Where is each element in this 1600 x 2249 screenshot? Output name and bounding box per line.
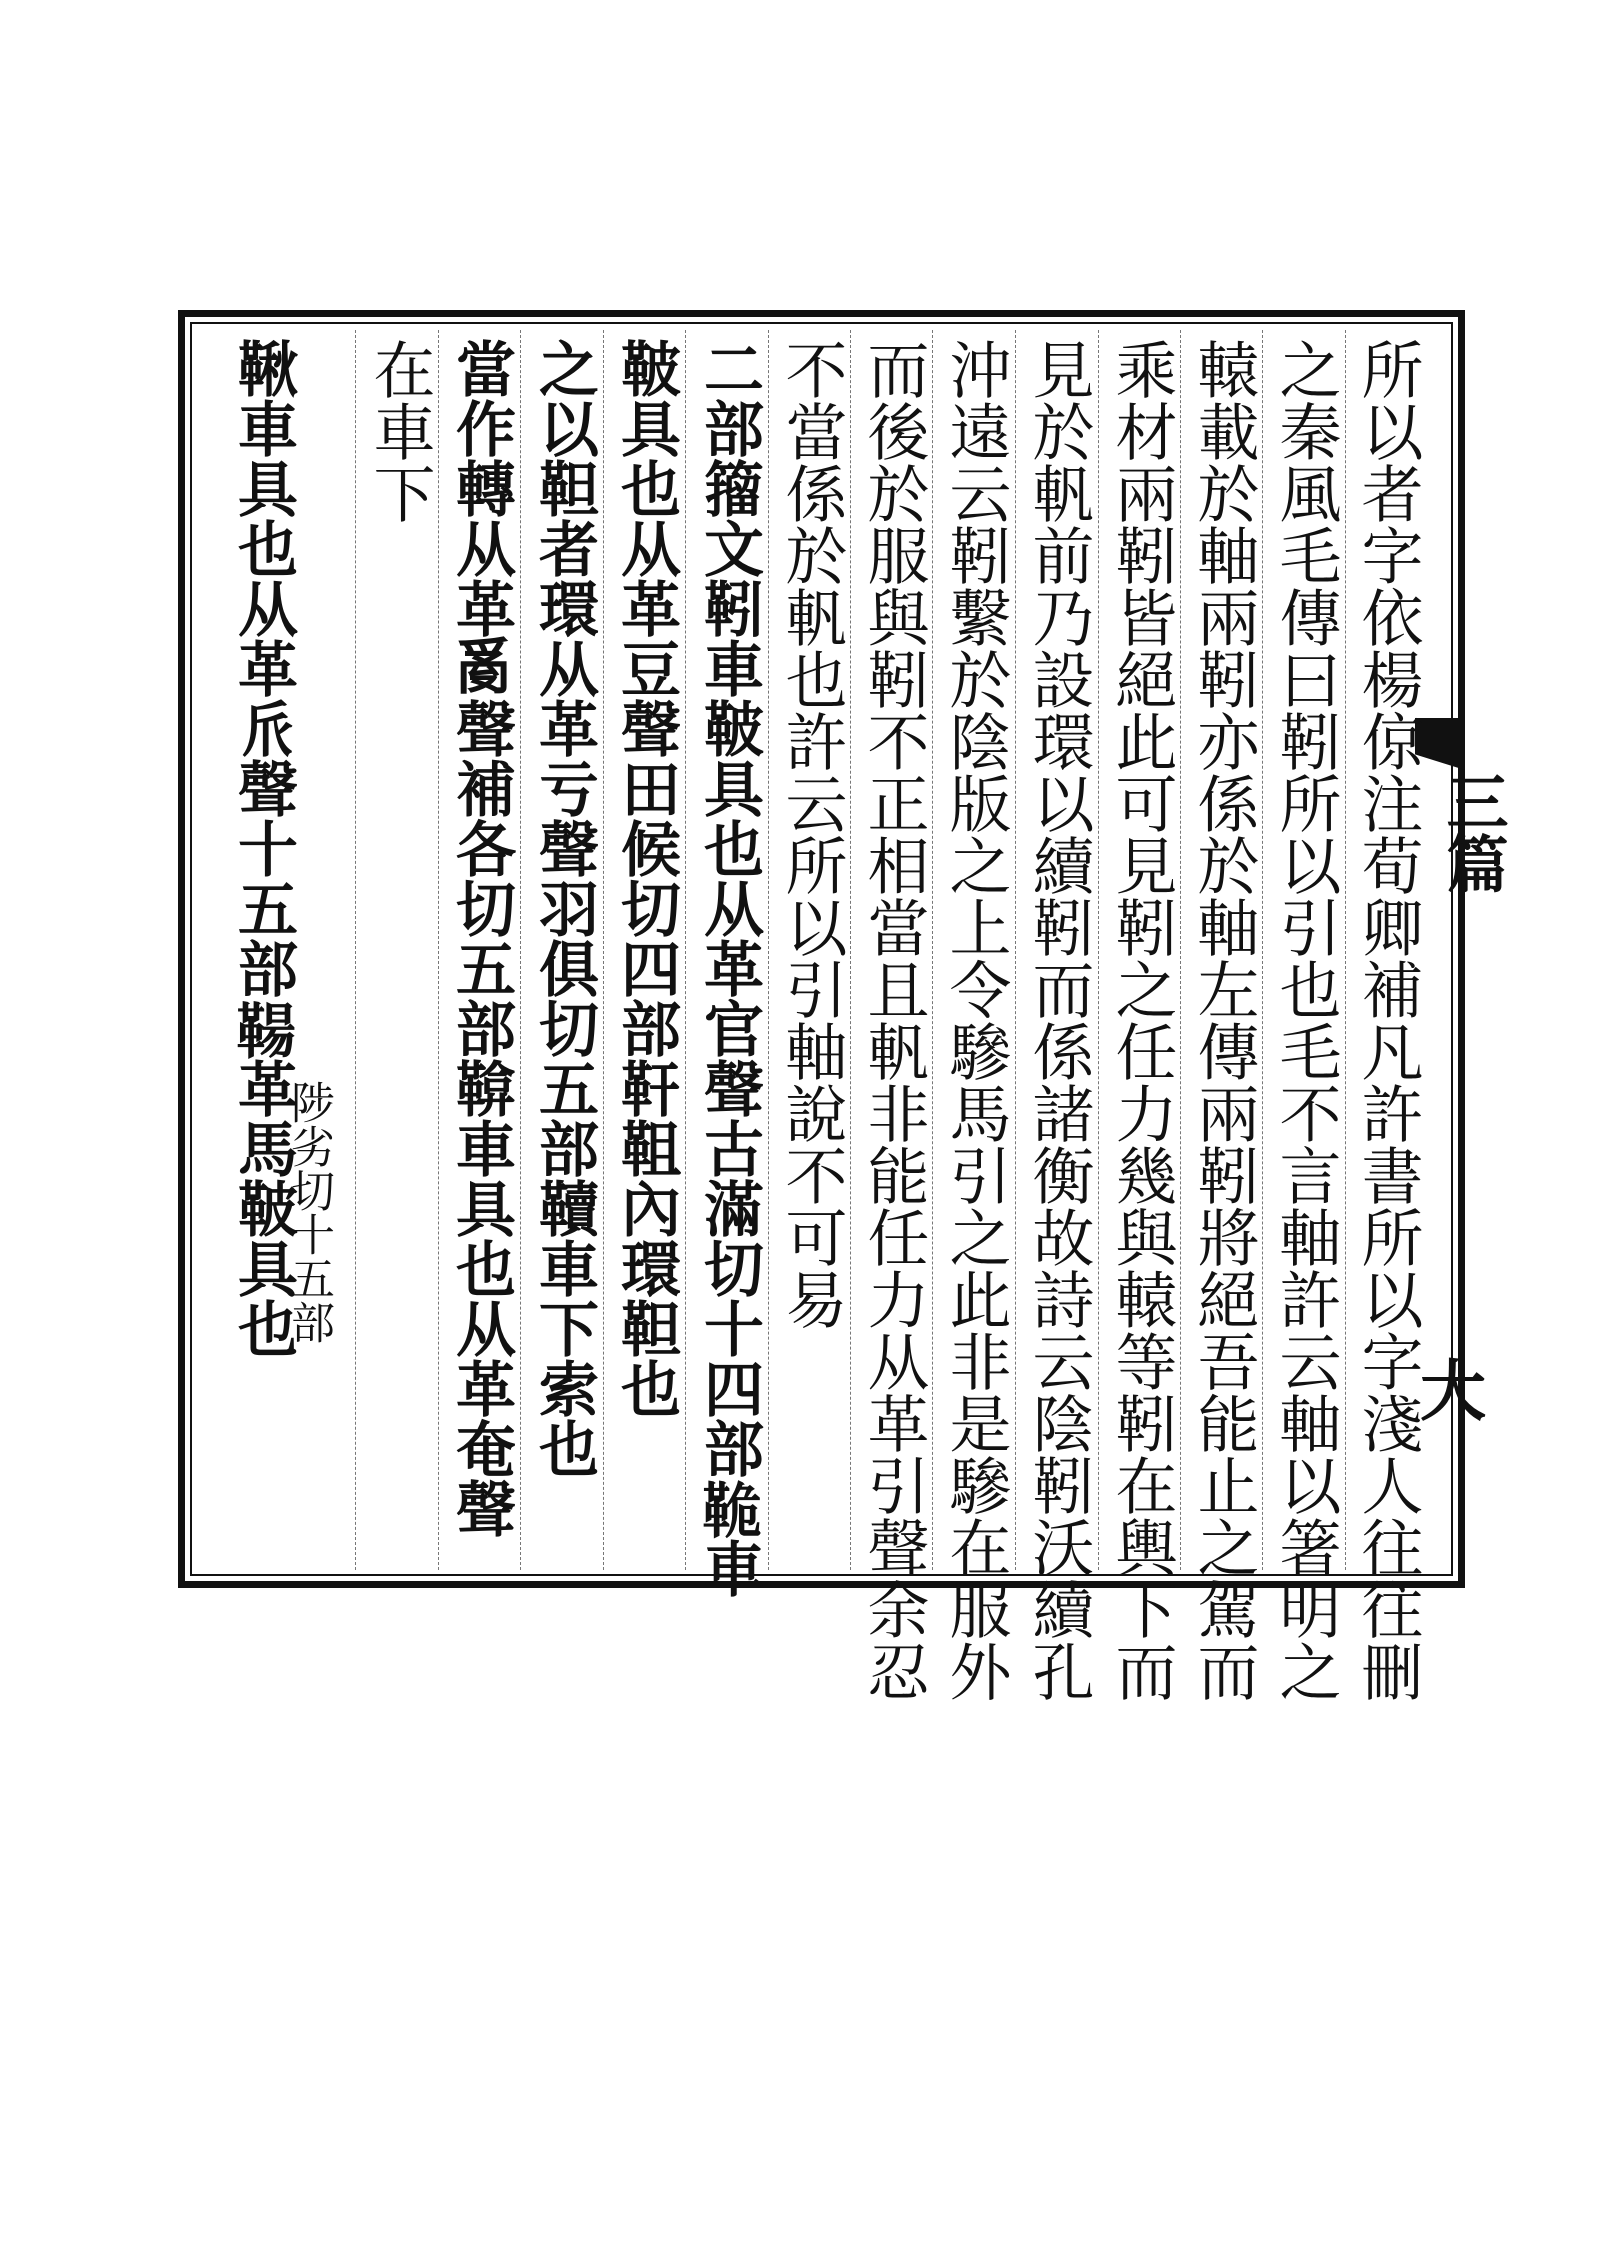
text-column: 沖遠云靷繫於陰版之上令驂馬引之此非是驂在服外 [939,338,1012,1702]
column-divider [438,330,439,1570]
text-column: 鞦車具也从革𠂢聲十五部𩋬革馬鞁具也 [228,338,298,1358]
column-divider [1015,330,1016,1570]
column-divider [1098,330,1099,1570]
column-divider [1180,330,1181,1570]
column-divider [1345,330,1346,1570]
text-column: 當作轉从革𤔔聲補各切五部鞥車具也从革奄聲 [446,338,516,1538]
margin-volume-mark: 大 [1420,1352,1486,1430]
column-divider [932,330,933,1570]
column-divider [685,330,686,1570]
column-divider [1262,330,1263,1570]
text-column: 不當係於軓也許云所以引軸說不可易 [775,338,848,1330]
margin-title: 三篇 [1436,770,1509,894]
column-divider [768,330,769,1570]
text-column: 在車下 [363,338,436,524]
text-column: 之秦風毛傳曰靷所以引也毛不言軸許云軸以箸明之 [1269,338,1342,1702]
column-divider [850,330,851,1570]
text-column: 轅載於軸兩靷亦係於軸左傳兩靷將絕吾能止之駕而 [1187,338,1260,1702]
column-divider [355,330,356,1570]
text-column: 之以靼者環从革亏聲羽俱切五部韇車下索也 [529,338,599,1478]
column-divider [603,330,604,1570]
column-divider [520,330,521,1570]
text-column: 見於軓前乃設環以續靷而係諸衡故詩云陰靷沃續孔 [1022,338,1095,1702]
annotation: 陟劣切十五部 [283,1080,334,1344]
text-column: 而後於服與靷不正相當且軓非能任力从革引聲余忍 [857,338,930,1702]
text-column: 二部籀文靷車鞁具也从革官聲古滿切十四部𩊛車 [694,338,764,1598]
text-column: 所以者字依楊倞注荀卿補凡許書所以字淺人往往刪 [1351,338,1424,1702]
text-column: 鞁具也从革豆聲田候切四部靬靻內環靼也 [611,338,681,1418]
text-column: 乘材兩靷皆絕此可見靷之任力幾與轅等靷在輿下而 [1105,338,1178,1702]
